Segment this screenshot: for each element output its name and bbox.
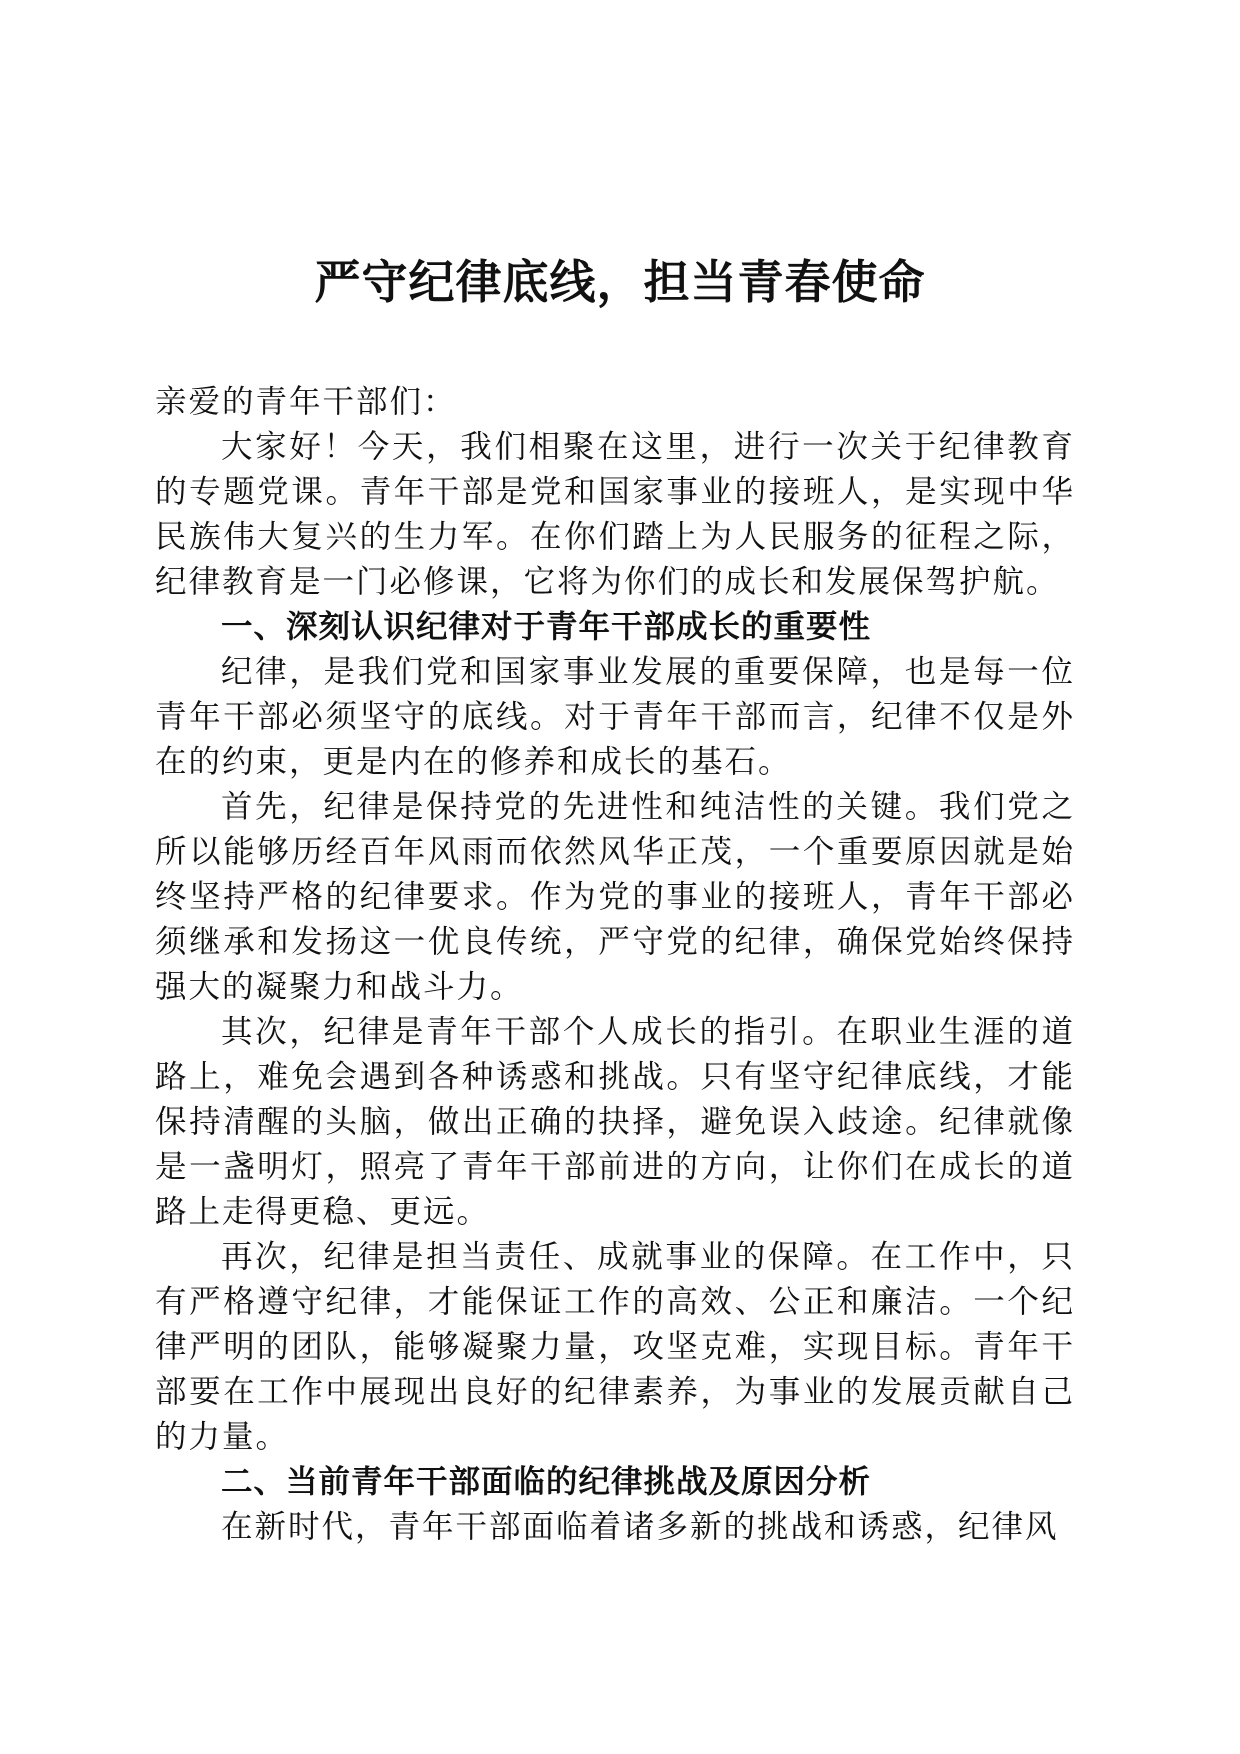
salutation: 亲爱的青年干部们： (155, 384, 457, 420)
paragraph-1: 纪律，是我们党和国家事业发展的重要保障，也是每一位青年干部必须坚守的底线。对于青年干部而言，纪律不仅是外在的约束，更是内在的修养和成长的基石。 (155, 654, 1075, 780)
document-body (155, 380, 1075, 1550)
paragraph-5: 在新时代，青年干部面临着诸多新的挑战和诱惑，纪律风 (221, 1509, 1059, 1545)
document-title: 严守纪律底线，担当青春使命 (314, 255, 926, 309)
paragraph-4: 再次，纪律是担当责任、成就事业的保障。在工作中，只有严格遵守纪律，才能保证工作的高效、公正和廉洁。一个纪律严明的团队，能够凝聚力量，攻坚克难，实现目标。青年干部要在工作中展现出良好的纪律素养，为事业的发展贡献自己的力量。 (155, 1239, 1075, 1455)
section-heading-2: 二、当前青年干部面临的纪律挑战及原因分析 (221, 1464, 872, 1500)
paragraph-2: 首先，纪律是保持党的先进性和纯洁性的关键。我们党之所以能够历经百年风雨而依然风华正茂，一个重要原因就是始终坚持严格的纪律要求。作为党的事业的接班人，青年干部必须继承和发扬这一优良传统，严守党的纪律，确保党始终保持强大的凝聚力和战斗力。 (155, 789, 1075, 1005)
section-heading-1: 一、深刻认识纪律对于青年干部成长的重要性 (221, 609, 872, 645)
paragraph-3: 其次，纪律是青年干部个人成长的指引。在职业生涯的道路上，难免会遇到各种诱惑和挑战。只有坚守纪律底线，才能保持清醒的头脑，做出正确的抉择，避免误入歧途。纪律就像是一盏明灯，照亮了青年干部前进的方向，让你们在成长的道路上走得更稳、更远。 (155, 1014, 1075, 1230)
paragraph-intro: 大家好！今天，我们相聚在这里，进行一次关于纪律教育的专题党课。青年干部是党和国家事业的接班人，是实现中华民族伟大复兴的生力军。在你们踏上为人民服务的征程之际，纪律教育是一门必修课，它将为你们的成长和发展保驾护航。 (155, 429, 1075, 600)
